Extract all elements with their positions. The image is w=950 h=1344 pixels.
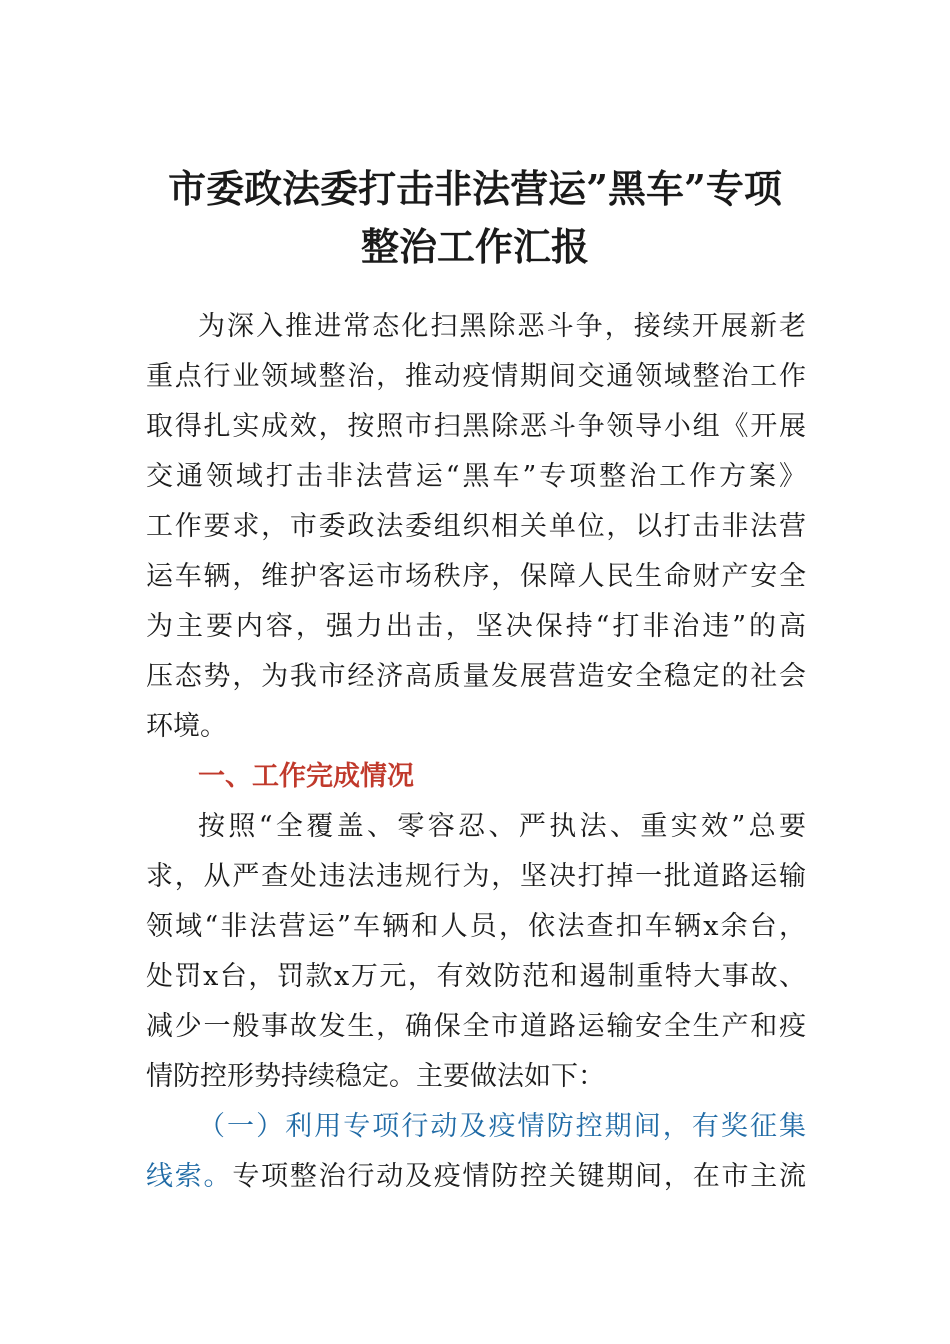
subsection-heading-line: （一）利用专项行动及疫情防控期间，有奖征集 (198, 1111, 806, 1142)
subsection-mixed-line (146, 1152, 806, 1202)
document-title-line-1: 市委政法委打击非法营运”黑车”专项 (168, 166, 782, 211)
section-paragraph-line: 求，从严查处违法违规行为，坚决打掉一批道路运输 (146, 861, 806, 892)
subsection-heading-end: 线索。 (146, 1161, 233, 1192)
intro-paragraph-line: 压态势，为我市经济高质量发展营造安全稳定的社会 (146, 661, 806, 692)
section-paragraph-line: 领域“非法营运”车辆和人员，依法查扣车辆x余台， (146, 911, 806, 942)
intro-paragraph-line: 环境。 (146, 711, 227, 742)
section-heading: 一、工作完成情况 (198, 761, 414, 792)
subsection-body-text: 专项整治行动及疫情防控关键期间，在市主流 (232, 1161, 807, 1192)
intro-paragraph-line: 取得扎实成效，按照市扫黑除恶斗争领导小组《开展 (146, 411, 806, 442)
intro-paragraph-line: 运车辆，维护客运市场秩序，保障人民生命财产安全 (146, 561, 806, 592)
intro-paragraph-line: 工作要求，市委政法委组织相关单位，以打击非法营 (146, 511, 806, 542)
section-paragraph-line: 处罚x台，罚款x万元，有效防范和遏制重特大事故、 (146, 961, 806, 992)
section-paragraph-line: 减少一般事故发生，确保全市道路运输安全生产和疫 (146, 1011, 806, 1042)
intro-paragraph-line: 重点行业领域整治，推动疫情期间交通领域整治工作 (146, 361, 806, 392)
section-paragraph-line: 按照“全覆盖、零容忍、严执法、重实效”总要 (198, 811, 806, 842)
section-paragraph-line: 情防控形势持续稳定。主要做法如下： (146, 1061, 605, 1092)
document-title-line-2: 整治工作汇报 (360, 224, 589, 269)
intro-paragraph-line: 交通领域打击非法营运“黑车”专项整治工作方案》 (146, 461, 806, 492)
intro-paragraph-line: 为深入推进常态化扫黑除恶斗争，接续开展新老 (198, 311, 806, 342)
intro-paragraph-line: 为主要内容，强力出击，坚决保持“打非治违”的高 (146, 611, 806, 642)
